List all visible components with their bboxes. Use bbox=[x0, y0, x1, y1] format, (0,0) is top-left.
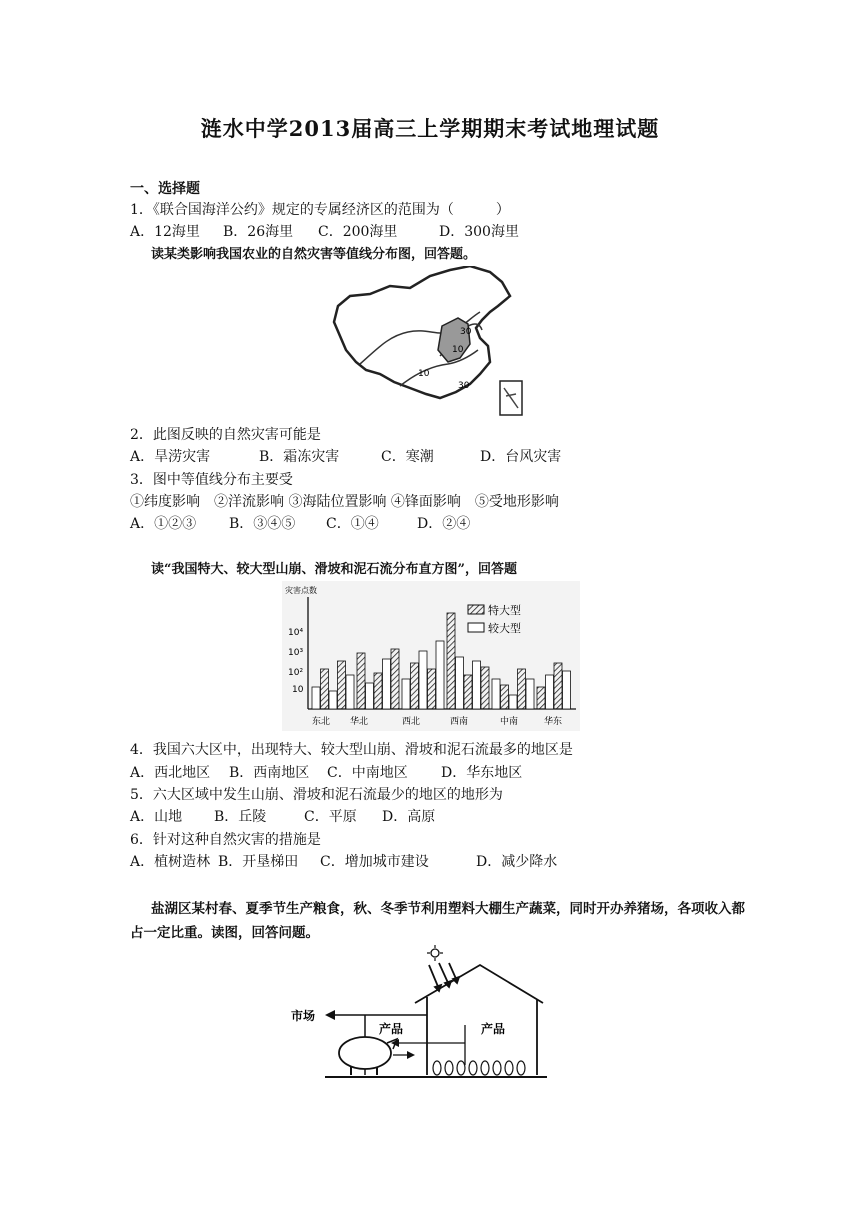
histogram-bar bbox=[526, 679, 534, 709]
histogram-bar bbox=[329, 691, 337, 709]
legend-label-hatched: 特大型 bbox=[488, 604, 521, 617]
question-2-option-d: D．台风灾害 bbox=[480, 449, 562, 465]
histogram-bar bbox=[537, 687, 545, 709]
china-isoline-map bbox=[330, 266, 530, 421]
map-intro: 读某类影响我国农业的自然灾害等值线分布图，回答题。 bbox=[151, 247, 477, 262]
section-heading: 一、选择题 bbox=[130, 181, 200, 197]
pig-icon bbox=[339, 1037, 397, 1075]
question-4-option-d: D．华东地区 bbox=[441, 765, 523, 781]
histogram-bar bbox=[518, 669, 526, 709]
question-2-stem: 2．此图反映的自然灾害可能是 bbox=[130, 427, 321, 443]
y-tick-4: 10 bbox=[292, 685, 304, 695]
plant-icon bbox=[445, 1061, 453, 1075]
histogram-bar bbox=[428, 669, 436, 709]
map-label-1: 10 bbox=[418, 369, 430, 379]
y-axis-title: 灾害点数 bbox=[285, 586, 317, 595]
histogram-bar bbox=[419, 651, 427, 709]
region-label: 华东 bbox=[544, 717, 563, 727]
histogram-bar bbox=[346, 675, 354, 709]
shaded-region bbox=[438, 318, 470, 362]
arrow-head-market bbox=[325, 1010, 335, 1020]
vegetable-plants bbox=[433, 1061, 525, 1075]
plant-icon bbox=[433, 1061, 441, 1075]
histogram-bar bbox=[554, 663, 562, 709]
plant-icon bbox=[517, 1061, 525, 1075]
question-4-option-b: B．西南地区 bbox=[229, 765, 310, 781]
disaster-histogram bbox=[282, 581, 580, 731]
south-sea-islands bbox=[504, 388, 518, 408]
question-4-option-c: C．中南地区 bbox=[327, 765, 408, 781]
histogram-bar bbox=[357, 653, 365, 709]
histogram-bar bbox=[436, 641, 444, 709]
question-2-option-a: A．旱涝灾害 bbox=[130, 449, 211, 465]
histogram-bar bbox=[391, 649, 399, 709]
map-label-3: 10 bbox=[452, 345, 464, 355]
product-label-2: 产品 bbox=[481, 1022, 506, 1036]
question-3-option-b: B．③④⑤ bbox=[229, 516, 296, 532]
histogram-bar bbox=[509, 695, 517, 709]
histogram-bar bbox=[501, 685, 509, 709]
region-label: 西北 bbox=[402, 717, 421, 727]
question-5-option-c: C．平原 bbox=[304, 809, 357, 825]
histogram-bar bbox=[546, 675, 554, 709]
histogram-bar bbox=[411, 663, 419, 709]
histogram-bar bbox=[312, 687, 320, 709]
farm-intro: 盐湖区某村春、夏季节生产粮食，秋、冬季节利用塑料大棚生产蔬菜，同时开办养猪场，各项收入都占一定比重。读图，回答问题。 bbox=[130, 901, 745, 941]
histogram-bar bbox=[492, 679, 500, 709]
question-1-option-a: A．12海里 bbox=[130, 224, 200, 240]
question-3-option-a: A．①②③ bbox=[130, 516, 197, 532]
histogram-bar bbox=[374, 673, 382, 709]
question-2-option-b: B．霜冻灾害 bbox=[259, 449, 340, 465]
region-label: 东北 bbox=[312, 717, 331, 727]
legend-label-plain: 较大型 bbox=[488, 622, 521, 635]
question-3-stem: 3．图中等值线分布主要受 bbox=[130, 472, 293, 488]
product-label-1: 产品 bbox=[379, 1022, 404, 1036]
region-label: 华北 bbox=[350, 717, 369, 727]
region-label: 中南 bbox=[500, 717, 519, 727]
question-5-stem: 5．六大区域中发生山崩、滑坡和泥石流最少的地区的地形为 bbox=[130, 787, 503, 803]
question-1-stem: 1．《联合国海洋公约》规定的专属经济区的范围为（ ） bbox=[130, 202, 510, 218]
map-label-2: 30 bbox=[460, 327, 472, 337]
question-5-option-b: B．丘陵 bbox=[214, 809, 267, 825]
question-3-option-d: D．②④ bbox=[417, 516, 471, 532]
question-5-option-d: D．高原 bbox=[382, 809, 436, 825]
greenhouse-diagram bbox=[285, 943, 555, 1093]
plant-icon bbox=[469, 1061, 477, 1075]
histogram-bar bbox=[366, 683, 374, 709]
histogram-bar bbox=[456, 657, 464, 709]
question-4-stem: 4．我国六大区中，出现特大、较大型山崩、滑坡和泥石流最多的地区是 bbox=[130, 742, 573, 758]
histogram-bar bbox=[447, 613, 455, 709]
histogram-bar bbox=[321, 669, 329, 709]
histogram-bar bbox=[481, 667, 489, 709]
y-tick-1: 10⁴ bbox=[288, 628, 304, 638]
histogram-bar bbox=[338, 661, 346, 709]
question-1-option-d: D．300海里 bbox=[439, 224, 519, 240]
plant-icon bbox=[493, 1061, 501, 1075]
question-3-choices: ①纬度影响 ②洋流影响 ③海陆位置影响 ④锋面影响 ⑤受地形影响 bbox=[130, 494, 559, 510]
map-label-4: 30 bbox=[458, 381, 470, 391]
legend-swatch-plain bbox=[468, 623, 484, 632]
region-label: 西南 bbox=[450, 717, 469, 727]
greenhouse-roof bbox=[415, 965, 543, 1003]
question-6-option-c: C．增加城市建设 bbox=[320, 854, 429, 870]
question-1-option-b: B．26海里 bbox=[223, 224, 294, 240]
plant-icon bbox=[457, 1061, 465, 1075]
question-6-stem: 6．针对这种自然灾害的措施是 bbox=[130, 832, 321, 848]
legend-swatch-hatched bbox=[468, 605, 484, 614]
plant-icon bbox=[481, 1061, 489, 1075]
question-4-option-a: A．西北地区 bbox=[130, 765, 211, 781]
question-6-option-b: B．开垦梯田 bbox=[218, 854, 299, 870]
question-5-option-a: A．山地 bbox=[130, 809, 183, 825]
question-6-option-a: A．植树造林 bbox=[130, 854, 211, 870]
page-title: 涟水中学2013届高三上学期期末考试地理试题 bbox=[200, 116, 660, 141]
y-tick-2: 10³ bbox=[288, 648, 304, 658]
histogram-bar bbox=[473, 661, 481, 709]
histogram-bar bbox=[383, 659, 391, 709]
question-3-option-c: C．①④ bbox=[326, 516, 379, 532]
question-6-option-d: D．减少降水 bbox=[476, 854, 558, 870]
sun-icon bbox=[427, 945, 443, 961]
histogram-bar bbox=[464, 675, 472, 709]
chart-intro: 读“我国特大、较大型山崩、滑坡和泥石流分布直方图”，回答题 bbox=[151, 562, 517, 577]
plant-icon bbox=[505, 1061, 513, 1075]
question-2-option-c: C．寒潮 bbox=[381, 449, 434, 465]
question-1-option-c: C．200海里 bbox=[318, 224, 398, 240]
y-tick-3: 10² bbox=[288, 668, 304, 678]
histogram-bar bbox=[563, 671, 571, 709]
market-label: 市场 bbox=[291, 1009, 316, 1023]
histogram-bar bbox=[402, 679, 410, 709]
